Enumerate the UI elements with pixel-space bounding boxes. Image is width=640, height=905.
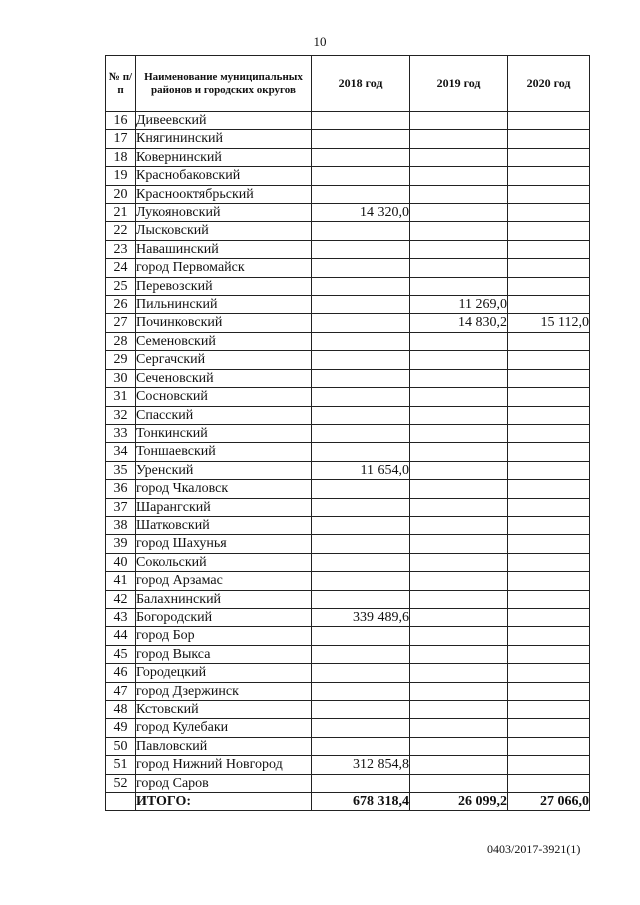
value-2020 [508,148,590,166]
value-2018 [312,130,410,148]
value-2020 [508,572,590,590]
municipality-name: Лукояновский [136,204,312,222]
row-number: 20 [106,185,136,203]
value-2018: 312 854,8 [312,756,410,774]
municipality-name: город Бор [136,627,312,645]
municipality-name: Балахнинский [136,590,312,608]
value-2018 [312,351,410,369]
value-2020 [508,406,590,424]
table-row [106,645,590,663]
value-2019 [410,645,508,663]
municipality-name: Княгининский [136,130,312,148]
row-number: 51 [106,756,136,774]
value-2018 [312,369,410,387]
value-2019 [410,516,508,534]
value-2018 [312,664,410,682]
header-2020: 2020 год [508,56,590,112]
value-2020 [508,388,590,406]
value-2020 [508,369,590,387]
row-number: 50 [106,737,136,755]
value-2019 [410,682,508,700]
total-2019: 26 099,2 [410,793,508,811]
document-code: 0403/2017-3921(1) [487,842,581,856]
value-2019 [410,737,508,755]
row-number: 23 [106,240,136,258]
row-number: 47 [106,682,136,700]
row-number: 36 [106,480,136,498]
municipality-name: Павловский [136,737,312,755]
row-number: 27 [106,314,136,332]
municipality-name: город Первомайск [136,259,312,277]
value-2019 [410,388,508,406]
municipality-name: город Арзамас [136,572,312,590]
municipality-name: Богородский [136,608,312,626]
table-row [106,590,590,608]
value-2019 [410,130,508,148]
municipality-name: Ковернинский [136,148,312,166]
value-2018 [312,590,410,608]
value-2018 [312,682,410,700]
municipality-name: город Чкаловск [136,480,312,498]
value-2019 [410,240,508,258]
value-2019 [410,664,508,682]
value-2020 [508,590,590,608]
municipality-name: Шарангский [136,498,312,516]
page-number: 10 [313,34,327,49]
value-2019 [410,719,508,737]
municipality-name: Тонкинский [136,424,312,442]
value-2018: 11 654,0 [312,461,410,479]
value-2020 [508,259,590,277]
value-2019 [410,608,508,626]
header-2018: 2018 год [312,56,410,112]
value-2019 [410,480,508,498]
table-row [106,204,590,222]
value-2019: 11 269,0 [410,296,508,314]
value-2019 [410,535,508,553]
value-2020 [508,756,590,774]
value-2020 [508,167,590,185]
value-2019 [410,185,508,203]
municipality-name: Починковский [136,314,312,332]
table-row [106,774,590,792]
municipality-name: город Нижний Новгород [136,756,312,774]
row-number: 45 [106,645,136,663]
budget-table [105,55,590,811]
value-2018 [312,240,410,258]
table-row [106,553,590,571]
row-number: 44 [106,627,136,645]
table-row [106,516,590,534]
value-2019 [410,332,508,350]
municipality-name: Перевозский [136,277,312,295]
table-row [106,167,590,185]
value-2020 [508,701,590,719]
municipality-name: Сосновский [136,388,312,406]
value-2018 [312,222,410,240]
value-2020 [508,645,590,663]
value-2019 [410,424,508,442]
table-row [106,406,590,424]
table-row [106,701,590,719]
value-2019 [410,572,508,590]
table-row [106,314,590,332]
value-2018 [312,719,410,737]
value-2019 [410,498,508,516]
value-2020 [508,443,590,461]
value-2018 [312,535,410,553]
value-2020 [508,332,590,350]
value-2020 [508,553,590,571]
value-2020 [508,351,590,369]
value-2020 [508,535,590,553]
table-row [106,369,590,387]
table-row [106,737,590,755]
value-2018 [312,774,410,792]
municipality-name: Семеновский [136,332,312,350]
table-row [106,130,590,148]
municipality-name: Сергачский [136,351,312,369]
value-2019 [410,148,508,166]
row-number: 40 [106,553,136,571]
value-2020 [508,774,590,792]
value-2018 [312,148,410,166]
value-2020 [508,682,590,700]
value-2018 [312,388,410,406]
table-row [106,608,590,626]
value-2020 [508,130,590,148]
value-2018 [312,516,410,534]
table-header-row [106,56,590,112]
municipality-name: Сокольский [136,553,312,571]
row-number: 49 [106,719,136,737]
value-2020 [508,664,590,682]
value-2018 [312,553,410,571]
table-row [106,535,590,553]
municipality-name: город Выкса [136,645,312,663]
total-2020: 27 066,0 [508,793,590,811]
value-2019 [410,369,508,387]
table-row [106,332,590,350]
value-2019 [410,701,508,719]
table-row [106,664,590,682]
row-number: 41 [106,572,136,590]
value-2020 [508,424,590,442]
municipality-name: Навашинский [136,240,312,258]
value-2019 [410,756,508,774]
value-2020: 15 112,0 [508,314,590,332]
row-number: 32 [106,406,136,424]
value-2020 [508,185,590,203]
value-2020 [508,296,590,314]
total-num-cell [106,793,136,811]
municipality-name: Уренский [136,461,312,479]
value-2020 [508,204,590,222]
row-number: 52 [106,774,136,792]
value-2019 [410,443,508,461]
row-number: 34 [106,443,136,461]
row-number: 42 [106,590,136,608]
row-number: 25 [106,277,136,295]
value-2018 [312,277,410,295]
value-2019 [410,167,508,185]
value-2020 [508,627,590,645]
value-2018 [312,645,410,663]
table-row [106,259,590,277]
value-2020 [508,608,590,626]
value-2020 [508,461,590,479]
municipality-name: город Шахунья [136,535,312,553]
municipality-name: Кстовский [136,701,312,719]
municipality-name: город Дзержинск [136,682,312,700]
table-row [106,351,590,369]
row-number: 37 [106,498,136,516]
row-number: 48 [106,701,136,719]
value-2019 [410,351,508,369]
value-2018 [312,185,410,203]
value-2019 [410,406,508,424]
table-row [106,498,590,516]
row-number: 24 [106,259,136,277]
value-2018 [312,167,410,185]
table-row [106,443,590,461]
value-2020 [508,498,590,516]
table-row [106,185,590,203]
value-2019 [410,277,508,295]
row-number: 39 [106,535,136,553]
table-row [106,756,590,774]
table-row [106,388,590,406]
row-number: 28 [106,332,136,350]
value-2019 [410,553,508,571]
value-2019 [410,774,508,792]
municipality-name: город Саров [136,774,312,792]
value-2020 [508,719,590,737]
row-number: 33 [106,424,136,442]
header-2019: 2019 год [410,56,508,112]
municipality-name: Дивеевский [136,112,312,130]
row-number: 22 [106,222,136,240]
value-2018 [312,480,410,498]
row-number: 46 [106,664,136,682]
table-body [106,112,590,793]
value-2020 [508,112,590,130]
municipality-name: Лысковский [136,222,312,240]
row-number: 21 [106,204,136,222]
value-2018 [312,627,410,645]
row-number: 30 [106,369,136,387]
municipality-name: Тоншаевский [136,443,312,461]
value-2020 [508,516,590,534]
value-2018 [312,259,410,277]
total-2018: 678 318,4 [312,793,410,811]
table-row [106,572,590,590]
value-2018 [312,443,410,461]
value-2018 [312,737,410,755]
municipality-name: Пильнинский [136,296,312,314]
value-2019 [410,222,508,240]
value-2019 [410,590,508,608]
value-2018 [312,572,410,590]
value-2019 [410,461,508,479]
value-2019 [410,627,508,645]
row-number: 35 [106,461,136,479]
value-2018 [312,424,410,442]
table-row [106,627,590,645]
value-2020 [508,222,590,240]
table-row [106,277,590,295]
table-row [106,296,590,314]
value-2018 [312,314,410,332]
row-number: 17 [106,130,136,148]
municipality-name: Сеченовский [136,369,312,387]
value-2018 [312,296,410,314]
table-row [106,240,590,258]
row-number: 31 [106,388,136,406]
value-2018 [312,701,410,719]
row-number: 18 [106,148,136,166]
value-2020 [508,277,590,295]
table-row [106,461,590,479]
row-number: 19 [106,167,136,185]
value-2018 [312,406,410,424]
municipality-name: Городецкий [136,664,312,682]
municipality-name: Спасский [136,406,312,424]
municipality-name: город Кулебаки [136,719,312,737]
table-row [106,222,590,240]
row-number: 38 [106,516,136,534]
table-row [106,424,590,442]
row-number: 29 [106,351,136,369]
value-2020 [508,240,590,258]
header-name: Наименование муниципальных районов и городских округов [136,56,312,112]
value-2018 [312,498,410,516]
row-number: 26 [106,296,136,314]
municipality-name: Шатковский [136,516,312,534]
table-row [106,112,590,130]
value-2019: 14 830,2 [410,314,508,332]
table-row [106,148,590,166]
total-row [106,793,590,811]
value-2018: 14 320,0 [312,204,410,222]
value-2020 [508,480,590,498]
value-2019 [410,259,508,277]
value-2018: 339 489,6 [312,608,410,626]
value-2020 [508,737,590,755]
value-2019 [410,204,508,222]
row-number: 16 [106,112,136,130]
table-row [106,719,590,737]
total-label: ИТОГО: [136,793,312,811]
row-number: 43 [106,608,136,626]
value-2018 [312,112,410,130]
header-num: № п/п [106,56,136,112]
table-row [106,480,590,498]
value-2018 [312,332,410,350]
value-2019 [410,112,508,130]
table-row [106,682,590,700]
municipality-name: Краснобаковский [136,167,312,185]
municipality-name: Краснооктябрьский [136,185,312,203]
